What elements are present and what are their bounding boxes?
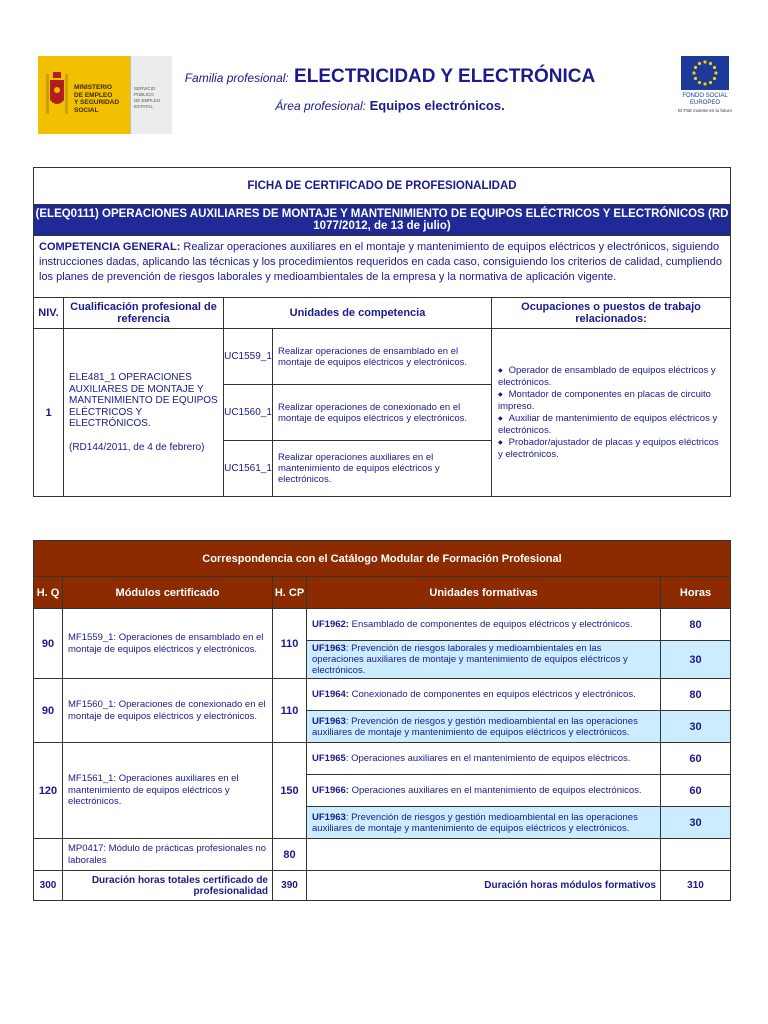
table-row — [34, 329, 731, 385]
uf-text: : Prevención de riesgos y gestión medioambiental en las operaciones auxiliares de montaje y mantenimiento de equipos eléctricos y electrónicos. — [312, 811, 638, 834]
header-occupations: Ocupaciones o puestos de trabajo relacionados: — [492, 298, 731, 329]
uf-hours: 80 — [661, 679, 731, 711]
ficha-header-row — [34, 298, 731, 329]
uf-text: : Operaciones auxiliares en el mantenimiento de equipos eléctricos. — [345, 753, 631, 764]
uf-code: UF1966: — [312, 785, 349, 796]
header-modules: Módulos certificado — [63, 577, 273, 609]
family-line — [180, 66, 600, 88]
list-item: ◆ Auxiliar de mantenimiento de equipos eléctricos y electrónicos. — [498, 413, 724, 437]
eu-flag-icon — [681, 56, 729, 90]
total-hq: 300 — [34, 871, 63, 901]
unit-code: UC1559_1 — [224, 329, 273, 385]
page-title — [180, 66, 600, 113]
uf-hours: 60 — [661, 775, 731, 807]
competencia-general — [34, 236, 731, 298]
family-label: Familia profesional: — [184, 71, 289, 85]
uf-hours: 60 — [661, 743, 731, 775]
qualification-title: (ELEQ0111) OPERACIONES AUXILIARES DE MONTAJE Y MANTENIMIENTO DE EQUIPOS ELÉCTRICOS Y ELECTRÓNICOS (RD 1077/2012, de 13 de julio) — [34, 205, 731, 236]
uf-cell — [307, 609, 661, 641]
area-label: Área profesional: — [275, 99, 366, 113]
eu-logo — [672, 56, 738, 140]
coat-of-arms-icon — [44, 66, 70, 122]
module-hcp: 150 — [273, 743, 307, 839]
total-cert-label: Duración horas totales certificado de profesionalidad — [63, 871, 273, 901]
empty-cell — [34, 839, 63, 871]
header-uf: Unidades formativas — [307, 577, 661, 609]
unit-text: Realizar operaciones auxiliares en el mantenimiento de equipos eléctricos y electrónicos. — [273, 441, 492, 497]
uf-hours: 30 — [661, 807, 731, 839]
ministry-logo — [38, 56, 172, 136]
catalog-table — [33, 540, 731, 901]
eu-slogan: El FSE invierte en tu futuro — [678, 108, 732, 113]
ministry-name — [74, 84, 130, 114]
uf-code: UF1963 — [312, 643, 346, 654]
practicas-name: MP0417: Módulo de prácticas profesionales no laborales — [63, 839, 273, 871]
header-hours: Horas — [661, 577, 731, 609]
uf-text: : Prevención de riesgos laborales y medioambientales en las operaciones auxiliares de montaje y mantenimiento de equipos eléctricos y electrónicos. — [312, 643, 628, 676]
module-name: MF1559_1: Operaciones de ensamblado en el montaje de equipos eléctricos y electrónicos. — [63, 609, 273, 679]
unit-text: Realizar operaciones de ensamblado en el montaje de equipos eléctricos y electrónicos. — [273, 329, 492, 385]
catalog-header-row — [34, 577, 731, 609]
practicas-hcp: 80 — [273, 839, 307, 871]
uf-hours: 30 — [661, 641, 731, 679]
uf-cell — [307, 641, 661, 679]
list-item: ◆ Montador de componentes en placas de circuito impreso. — [498, 389, 724, 413]
sepe-line: DE EMPLEO ESTATAL — [134, 98, 161, 109]
totals-row — [34, 871, 731, 901]
uf-text: Operaciones auxiliares en el mantenimiento de equipos electrónicos. — [348, 785, 642, 796]
ficha-table — [33, 167, 731, 497]
uf-text: Conexionado de componentes en equipos eléctricos y electrónicos. — [348, 689, 636, 700]
header-units: Unidades de competencia — [224, 298, 492, 329]
table-row — [34, 679, 731, 711]
sepe-line: SERVICIO PÚBLICO — [134, 86, 156, 97]
module-hq: 120 — [34, 743, 63, 839]
list-item: ◆ Operador de ensamblado de equipos eléctricos y electrónicos. — [498, 365, 724, 389]
module-hq: 90 — [34, 679, 63, 743]
qualification-ref — [64, 329, 224, 497]
uf-code: UF1962: — [312, 619, 349, 630]
qualification-ref-rd: (RD144/2011, de 4 de febrero) — [69, 441, 205, 453]
uf-code: UF1964: — [312, 689, 349, 700]
uf-text: : Prevención de riesgos y gestión medioambiental en las operaciones auxiliares de montaje y mantenimiento de equipos eléctricos y electrónicos. — [312, 715, 638, 738]
module-hcp: 110 — [273, 609, 307, 679]
sepe-logo — [130, 56, 172, 134]
uf-cell — [307, 775, 661, 807]
niv-value: 1 — [34, 329, 64, 497]
module-name: MF1560_1: Operaciones de conexionado en el montaje de equipos eléctricos y electrónicos. — [63, 679, 273, 743]
unit-code: UC1561_1 — [224, 441, 273, 497]
total-hcp: 390 — [273, 871, 307, 901]
catalog-title: Correspondencia con el Catálogo Modular de Formación Profesional — [34, 541, 731, 577]
unit-code: UC1560_1 — [224, 385, 273, 441]
ministry-logo-panel — [38, 56, 130, 134]
uf-cell — [307, 807, 661, 839]
unit-text: Realizar operaciones de conexionado en el montaje de equipos eléctricos y electrónicos. — [273, 385, 492, 441]
uf-hours: 30 — [661, 711, 731, 743]
uf-code: UF1963 — [312, 811, 346, 823]
area-value: Equipos electrónicos. — [369, 98, 505, 113]
competencia-label: COMPETENCIA GENERAL: — [39, 241, 181, 253]
eu-caption-text: FONDO SOCIAL EUROPEO — [682, 93, 728, 106]
eu-caption — [672, 93, 738, 114]
family-value: ELECTRICIDAD Y ELECTRÓNICA — [294, 66, 596, 87]
uf-hours: 80 — [661, 609, 731, 641]
list-item: ◆ Probador/ajustador de placas y equipos eléctricos y electrónicos. — [498, 437, 724, 461]
uf-code: UF1963 — [312, 715, 346, 727]
total-hours: 310 — [661, 871, 731, 901]
eu-stars-icon — [681, 56, 729, 90]
sepe-name — [134, 86, 172, 110]
table-row — [34, 609, 731, 641]
header-niv: NIV. — [34, 298, 64, 329]
empty-cell — [307, 839, 661, 871]
ministry-line: Y SEGURIDAD SOCIAL — [74, 99, 120, 114]
qualification-ref-name: ELE481_1 OPERACIONES AUXILIARES DE MONTAJE Y MANTENIMIENTO DE EQUIPOS ELÉCTRICOS Y ELECTRÓNICOS. — [69, 372, 218, 429]
header-qualification-ref: Cualificación profesional de referencia — [64, 298, 224, 329]
ministry-line: DE EMPLEO — [74, 91, 113, 99]
table-row — [34, 839, 731, 871]
module-name: MF1561_1: Operaciones auxiliares en el mantenimiento de equipos eléctricos y electrónicos. — [63, 743, 273, 839]
header-hq: H. Q — [34, 577, 63, 609]
area-line — [180, 98, 600, 113]
module-hq: 90 — [34, 609, 63, 679]
competencia-text: Realizar operaciones auxiliares en el montaje y mantenimiento de equipos eléctricos y electrónicos, siguiendo instrucciones dadas, aplicando las técnicas y los procedimientos requeridos en cada caso, consiguiendo los criterios de calidad, cumpliendo los planes de prevención de riesgos laborales y medioambientales de la empresa y la normativa de aplicación vigente. — [39, 241, 722, 283]
uf-cell — [307, 679, 661, 711]
header-hcp: H. CP — [273, 577, 307, 609]
ministry-line: MINISTERIO — [74, 84, 112, 91]
uf-cell — [307, 711, 661, 743]
empty-cell — [661, 839, 731, 871]
uf-cell — [307, 743, 661, 775]
module-hcp: 110 — [273, 679, 307, 743]
total-uf-label: Duración horas módulos formativos — [307, 871, 661, 901]
uf-text: Ensamblado de componentes de equipos eléctricos y electrónicos. — [348, 619, 633, 630]
ficha-title: FICHA DE CERTIFICADO DE PROFESIONALIDAD — [34, 168, 731, 205]
uf-code: UF1965 — [312, 753, 346, 764]
occupations-list — [492, 329, 731, 497]
table-row — [34, 743, 731, 775]
